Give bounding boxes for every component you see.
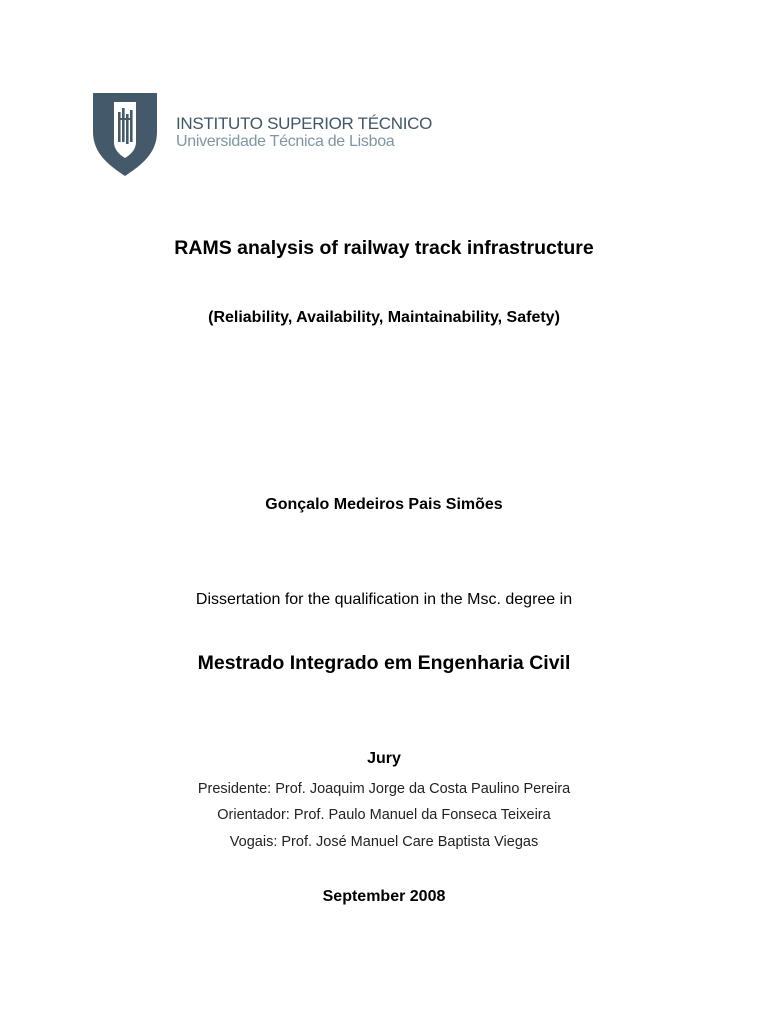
jury-member-advisor: Orientador: Prof. Paulo Manuel da Fonseca Teixeira xyxy=(217,807,551,823)
submission-date: September 2008 xyxy=(322,888,446,905)
thesis-title: RAMS analysis of railway track infrastructure xyxy=(174,237,594,259)
jury-member-president: Presidente: Prof. Joaquim Jorge da Costa Paulino Pereira xyxy=(197,781,571,797)
degree-name: Mestrado Integrado em Engenharia Civil xyxy=(197,652,571,674)
ist-logo xyxy=(92,92,432,178)
jury-member-vogais: Vogais: Prof. José Manuel Care Baptista Viegas xyxy=(229,834,539,850)
author-name: Gonçalo Medeiros Pais Simões xyxy=(265,496,503,513)
jury-heading: Jury xyxy=(367,750,401,767)
dissertation-statement: Dissertation for the qualification in the Msc. degree in xyxy=(195,591,573,608)
ist-shield-icon xyxy=(92,92,160,178)
university-name: Universidade Técnica de Lisboa xyxy=(176,133,395,150)
thesis-subtitle: (Reliability, Availability, Maintainability, Safety) xyxy=(208,309,560,326)
institution-name: INSTITUTO SUPERIOR TÉCNICO xyxy=(176,114,433,133)
